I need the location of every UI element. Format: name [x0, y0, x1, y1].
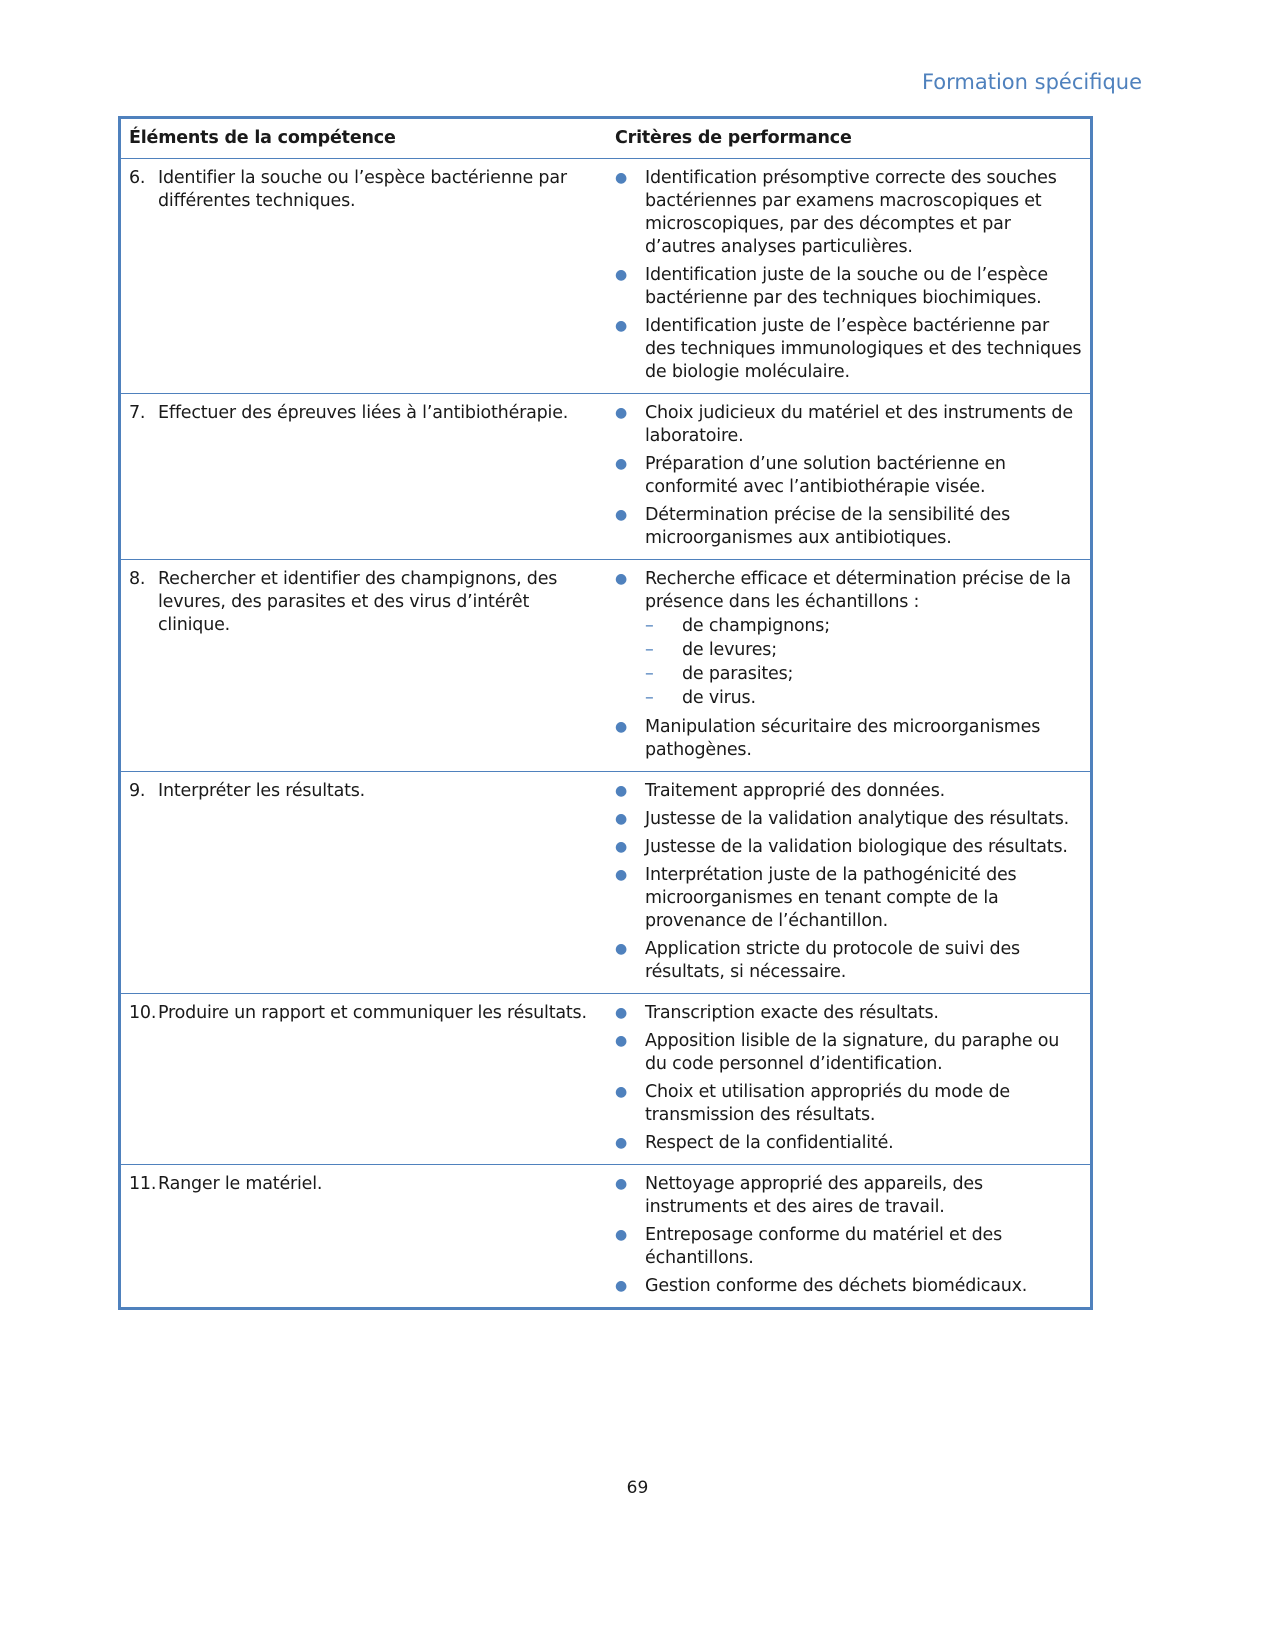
- criterion-item: [615, 1173, 1082, 1219]
- table-row: [120, 1165, 1092, 1309]
- element-cell: [120, 394, 608, 560]
- element-number: 8.: [129, 569, 146, 589]
- competence-table: [118, 116, 1093, 1310]
- criterion-item: [615, 1081, 1082, 1127]
- criterion-item: [615, 167, 1082, 259]
- bullet-icon: ●: [615, 941, 628, 957]
- criterion-text: Application stricte du protocole de suivi des résultats, si nécessaire.: [645, 939, 1020, 982]
- dash-icon: –: [645, 640, 654, 660]
- element-number: 11.: [129, 1174, 157, 1194]
- criterion-text: Traitement approprié des données.: [645, 781, 945, 801]
- criteria-cell: [607, 159, 1092, 394]
- element-number: 6.: [129, 168, 146, 188]
- bullet-icon: ●: [615, 719, 628, 735]
- table-row: [120, 560, 1092, 772]
- criterion-text: Identification juste de la souche ou de l’espèce bactérienne par des techniques biochimiques.: [645, 265, 1048, 308]
- criterion-text: Identification présomptive correcte des souches bactériennes par examens macroscopiques et microscopiques, par des décomptes et par d’autres analyses particulières.: [645, 168, 1057, 257]
- criterion-text: Préparation d’une solution bactérienne en conformité avec l’antibiothérapie visée.: [645, 454, 1006, 497]
- table-row: [120, 394, 1092, 560]
- element-text: Rechercher et identifier des champignons, des levures, des parasites et des virus d’intérêt clinique.: [158, 569, 558, 635]
- table-row: [120, 772, 1092, 994]
- table-header-row: [120, 118, 1092, 159]
- bullet-icon: ●: [615, 405, 628, 421]
- bullet-icon: ●: [615, 1227, 628, 1243]
- element-number: 10.: [129, 1003, 157, 1023]
- criterion-item: [615, 1224, 1082, 1270]
- element-text: Effectuer des épreuves liées à l’antibiothérapie.: [158, 403, 569, 423]
- criterion-item: [615, 453, 1082, 499]
- bullet-icon: ●: [615, 1033, 628, 1049]
- criterion-item: [615, 402, 1082, 448]
- bullet-icon: ●: [615, 1005, 628, 1021]
- element-text: Identifier la souche ou l’espèce bactérienne par différentes techniques.: [158, 168, 567, 211]
- criterion-item: [615, 1002, 1082, 1025]
- running-header: Formation spécifique: [921, 70, 1142, 94]
- element-cell: [120, 159, 608, 394]
- bullet-icon: ●: [615, 267, 628, 283]
- bullet-icon: ●: [615, 1278, 628, 1294]
- criterion-text: Identification juste de l’espèce bactérienne par des techniques immunologiques et des techniques de biologie moléculaire.: [645, 316, 1082, 382]
- bullet-icon: ●: [615, 867, 628, 883]
- bullet-icon: ●: [615, 170, 628, 186]
- bullet-icon: ●: [615, 318, 628, 334]
- criterion-text: Manipulation sécuritaire des microorganismes pathogènes.: [645, 717, 1041, 760]
- dash-icon: –: [645, 616, 654, 636]
- element-number: 7.: [129, 403, 146, 423]
- sub-criterion-text: de virus.: [682, 688, 756, 708]
- dash-icon: –: [645, 688, 654, 708]
- criterion-item: [615, 1030, 1082, 1076]
- criterion-text: Choix et utilisation appropriés du mode de transmission des résultats.: [645, 1082, 1010, 1125]
- dash-icon: –: [645, 664, 654, 684]
- element-text: Interpréter les résultats.: [158, 781, 366, 801]
- criterion-text: Respect de la confidentialité.: [645, 1133, 894, 1153]
- criterion-item: [615, 780, 1082, 803]
- criterion-text: Choix judicieux du matériel et des instruments de laboratoire.: [645, 403, 1073, 446]
- sub-criterion-item: [645, 663, 1082, 686]
- criterion-text: Gestion conforme des déchets biomédicaux.: [645, 1276, 1028, 1296]
- bullet-icon: ●: [615, 507, 628, 523]
- criterion-item: [615, 264, 1082, 310]
- sub-criterion-text: de parasites;: [682, 664, 794, 684]
- criterion-text: Entreposage conforme du matériel et des échantillons.: [645, 1225, 1003, 1268]
- criterion-item: [615, 808, 1082, 831]
- criteria-cell: [607, 994, 1092, 1165]
- bullet-icon: ●: [615, 456, 628, 472]
- bullet-icon: ●: [615, 1135, 628, 1151]
- criterion-item: [615, 836, 1082, 859]
- criterion-text: Interprétation juste de la pathogénicité des microorganismes en tenant compte de la provenance de l’échantillon.: [645, 865, 1017, 931]
- page-number: 69: [626, 1478, 649, 1498]
- bullet-icon: ●: [615, 1084, 628, 1100]
- criterion-item: [615, 315, 1082, 384]
- table-row: [120, 994, 1092, 1165]
- criteria-cell: [607, 772, 1092, 994]
- criterion-text: Détermination précise de la sensibilité des microorganismes aux antibiotiques.: [645, 505, 1011, 548]
- criterion-text: Recherche efficace et détermination précise de la présence dans les échantillons :: [645, 569, 1071, 612]
- element-cell: [120, 994, 608, 1165]
- criterion-item: [615, 864, 1082, 933]
- criterion-item: [615, 1132, 1082, 1155]
- criterion-item: [615, 568, 1082, 711]
- criteria-cell: [607, 1165, 1092, 1309]
- element-number: 9.: [129, 781, 146, 801]
- sub-criterion-text: de levures;: [682, 640, 777, 660]
- criterion-text: Transcription exacte des résultats.: [645, 1003, 939, 1023]
- table-row: [120, 159, 1092, 394]
- column-header-elements: Éléments de la compétence: [129, 128, 396, 148]
- bullet-icon: ●: [615, 1176, 628, 1192]
- bullet-icon: ●: [615, 839, 628, 855]
- column-header-criteria: Critères de performance: [615, 128, 852, 148]
- element-cell: [120, 1165, 608, 1309]
- element-cell: [120, 560, 608, 772]
- sub-criterion-text: de champignons;: [682, 616, 830, 636]
- sub-criterion-item: [645, 687, 1082, 710]
- element-text: Ranger le matériel.: [158, 1174, 323, 1194]
- criteria-cell: [607, 560, 1092, 772]
- bullet-icon: ●: [615, 571, 628, 587]
- element-text: Produire un rapport et communiquer les résultats.: [158, 1003, 587, 1023]
- sub-criterion-item: [645, 615, 1082, 638]
- criterion-item: [615, 938, 1082, 984]
- criterion-item: [615, 716, 1082, 762]
- bullet-icon: ●: [615, 783, 628, 799]
- sub-criterion-item: [645, 639, 1082, 662]
- bullet-icon: ●: [615, 811, 628, 827]
- criteria-cell: [607, 394, 1092, 560]
- criterion-item: [615, 504, 1082, 550]
- criterion-text: Apposition lisible de la signature, du paraphe ou du code personnel d’identification.: [645, 1031, 1060, 1074]
- criterion-text: Justesse de la validation biologique des résultats.: [645, 837, 1068, 857]
- criterion-item: [615, 1275, 1082, 1298]
- criterion-text: Justesse de la validation analytique des résultats.: [645, 809, 1070, 829]
- element-cell: [120, 772, 608, 994]
- criterion-text: Nettoyage approprié des appareils, des instruments et des aires de travail.: [645, 1174, 983, 1217]
